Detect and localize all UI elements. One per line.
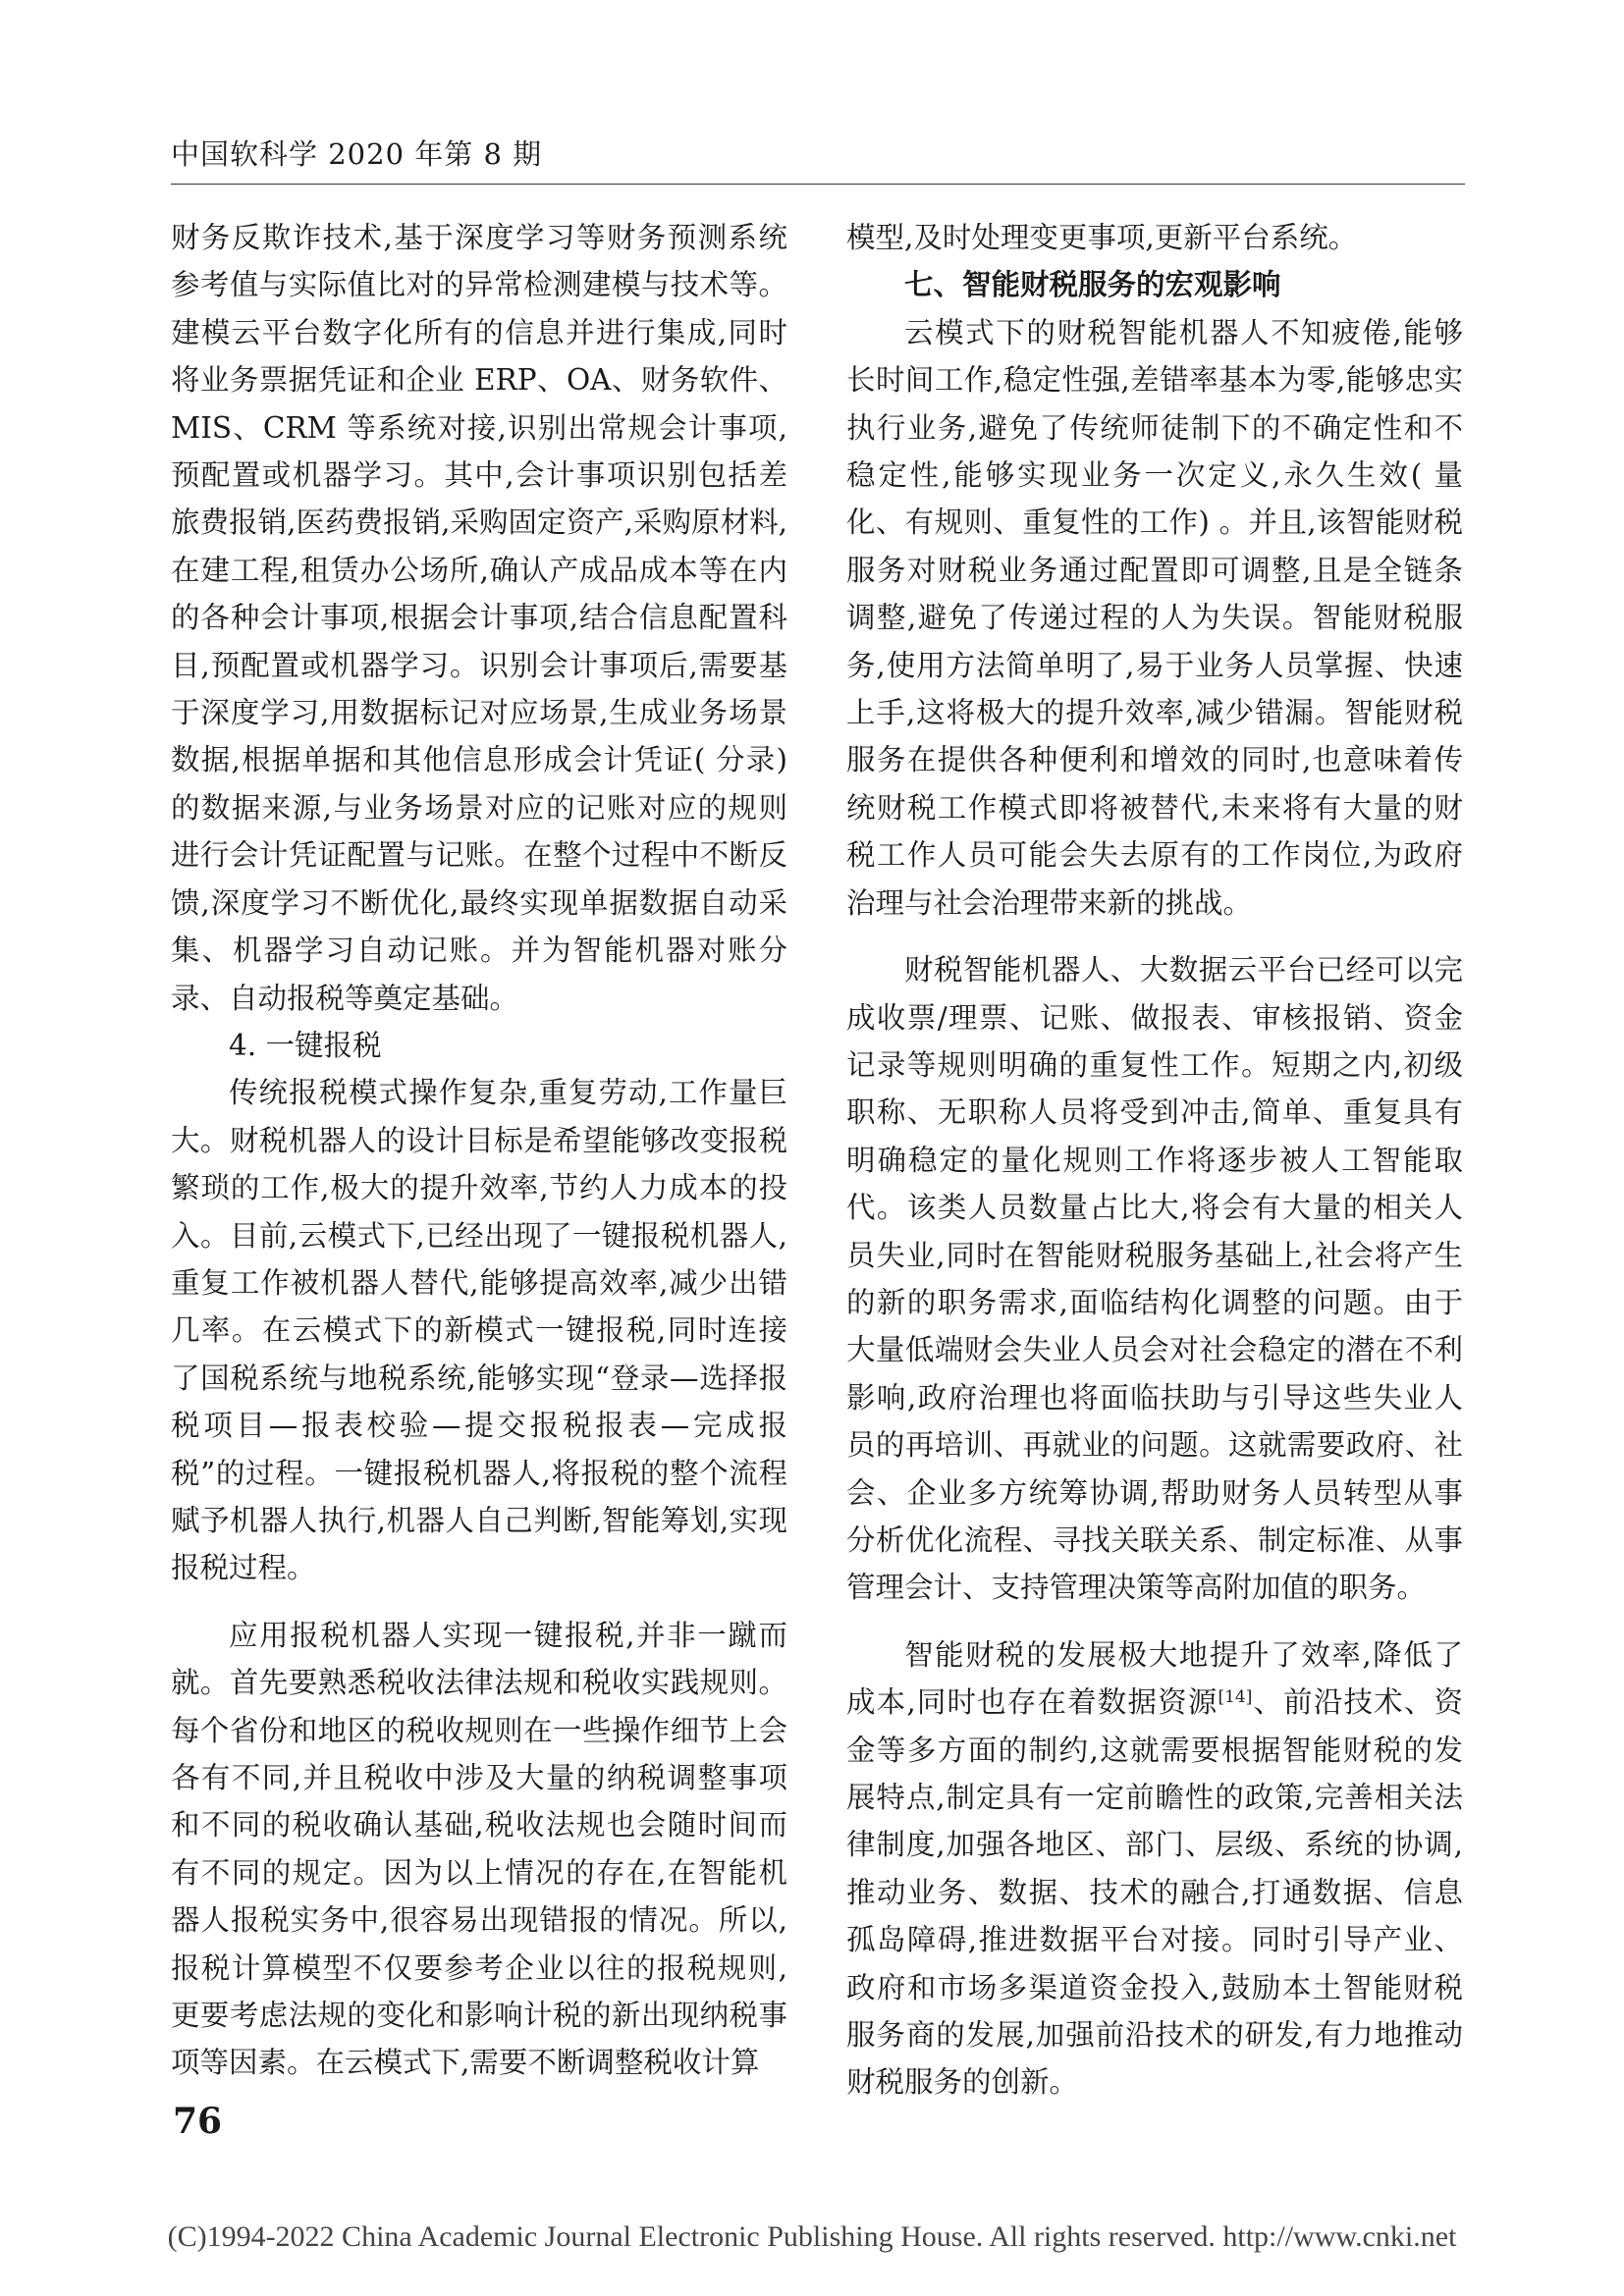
paragraph bbox=[846, 1631, 1463, 2107]
paragraph: 云模式下的财税智能机器人不知疲倦,能够长时间工作,稳定性强,差错率基本为零,能够忠实执行业务,避免了传统师徒制下的不确定性和不稳定性,能够实现业务一次定义,永久生效( 量化、有规则、重复性的工作) 。并且,该智能财税服务对财税业务通过配置即可调整,且是全链条调整,避免了传递过程的人为失误。智能财税服务,使用方法简单明了,易于业务人员掌握、快速上手,这将极大的提升效率,减少错漏。智能财税服务在提供各种便利和增效的同时,也意味着传统财税工作模式即将被替代,未来将有大量的财税工作人员可能会失去原有的工作岗位,为政府治理与社会治理带来新的挑战。 bbox=[846, 315, 1463, 920]
paragraph: 财税智能机器人、大数据云平台已经可以完成收票/理票、记账、做报表、审核报销、资金记录等规则明确的重复性工作。短期之内,初级职称、无职称人员将受到冲击,简单、重复具有明确稳定的量化规则工作将逐步被人工智能取代。该类人员数量占比大,将会有大量的相关人员失业,同时在智能财税服务基础上,社会将产生的新的职务需求,面临结构化调整的问题。由于大量低端财会失业人员会对社会稳定的潜在不利影响,政府治理也将面临扶助与引导这些失业人员的再培训、再就业的问题。这就需要政府、社会、企业多方统筹协调,帮助财务人员转型从事分析优化流程、寻找关联关系、制定标准、从事管理会计、支持管理决策等高附加值的职务。 bbox=[846, 953, 1463, 1605]
section-heading: 七、智能财税服务的宏观影响 bbox=[904, 267, 1281, 302]
header-rule bbox=[171, 184, 1465, 185]
paragraph-continued: 财务反欺诈技术,基于深度学习等财务预测系统参考值与实际值比对的异常检测建模与技术等。建模云平台数字化所有的信息并进行集成,同时将业务票据凭证和企业 ERP、OA、财务软件、MIS、CRM 等系统对接,识别出常规会计事项,预配置或机器学习。其中,会计事项识别包括差旅费报销,医药费报销,采购固定资产,采购原材料,在建工程,租赁办公场所,确认产成品成本等在内的各种会计事项,根据会计事项,结合信息配置科目,预配置或机器学习。识别会计事项后,需要基于深度学习,用数据标记对应场景,生成业务场景数据,根据单据和其他信息形成会计凭证( 分录) 的数据来源,与业务场景对应的记账对应的规则进行会计凭证配置与记账。在整个过程中不断反馈,深度学习不断优化,最终实现单据数据自动采集、机器学习自动记账。并为智能机器对账分录、自动报税等奠定基础。 bbox=[171, 221, 787, 1015]
copyright-footer: (C)1994-2022 China Academic Journal Electronic Publishing House. All rights reserved. http://www.cnki.net bbox=[167, 2220, 1457, 2253]
paragraph-continued: 模型,及时处理变更事项,更新平台系统。 bbox=[846, 221, 1358, 254]
citation-ref[interactable]: [14] bbox=[1218, 1687, 1253, 1708]
paragraph-text: 智能财税的发展极大地提升了效率,降低了成本,同时也存在着数据资源 bbox=[846, 1637, 1463, 1720]
page-number: 76 bbox=[173, 2101, 223, 2142]
right-column bbox=[846, 214, 1463, 2107]
paragraph-text: 、前沿技术、资金等多方面的制约,这就需要根据智能财税的发展特点,制定具有一定前瞻性的政策,完善相关法律制度,加强各地区、部门、层级、系统的协调,推动业务、数据、技术的融合,打通数据、信息孤岛障碍,推进数据平台对接。同时引导产业、政府和市场多渠道资金投入,鼓励本土智能财税服务商的发展,加强前沿技术的研发,有力地推动财税服务的创新。 bbox=[846, 1685, 1463, 2100]
paragraph: 应用报税机器人实现一键报税,并非一蹴而就。首先要熟悉税收法律法规和税收实践规则。每个省份和地区的税收规则在一些操作细节上会各有不同,并且税收中涉及大量的纳税调整事项和不同的税收确认基础,税收法规也会随时间而有不同的规定。因为以上情况的存在,在智能机器人报税实务中,很容易出现错报的情况。所以,报税计算模型不仅要参考企业以往的报税规则,更要考虑法规的变化和影响计税的新出现纳税事项等因素。在云模式下,需要不断调整税收计算 bbox=[171, 1618, 787, 2080]
left-column bbox=[171, 214, 787, 2087]
paragraph: 传统报税模式操作复杂,重复劳动,工作量巨大。财税机器人的设计目标是希望能够改变报税繁琐的工作,极大的提升效率,节约人力成本的投入。目前,云模式下,已经出现了一键报税机器人,重复工作被机器人替代,能够提高效率,减少出错几率。在云模式下的新模式一键报税,同时连接了国税系统与地税系统,能够实现“登录—选择报税项目—报表校验—提交报税报表—完成报税”的过程。一键报税机器人,将报税的整个流程赋予机器人执行,机器人自己判断,智能筹划,实现报税过程。 bbox=[171, 1076, 787, 1585]
subsection-heading: 4. 一键报税 bbox=[229, 1028, 382, 1062]
running-header: 中国软科学 2020 年第 8 期 bbox=[171, 137, 543, 171]
